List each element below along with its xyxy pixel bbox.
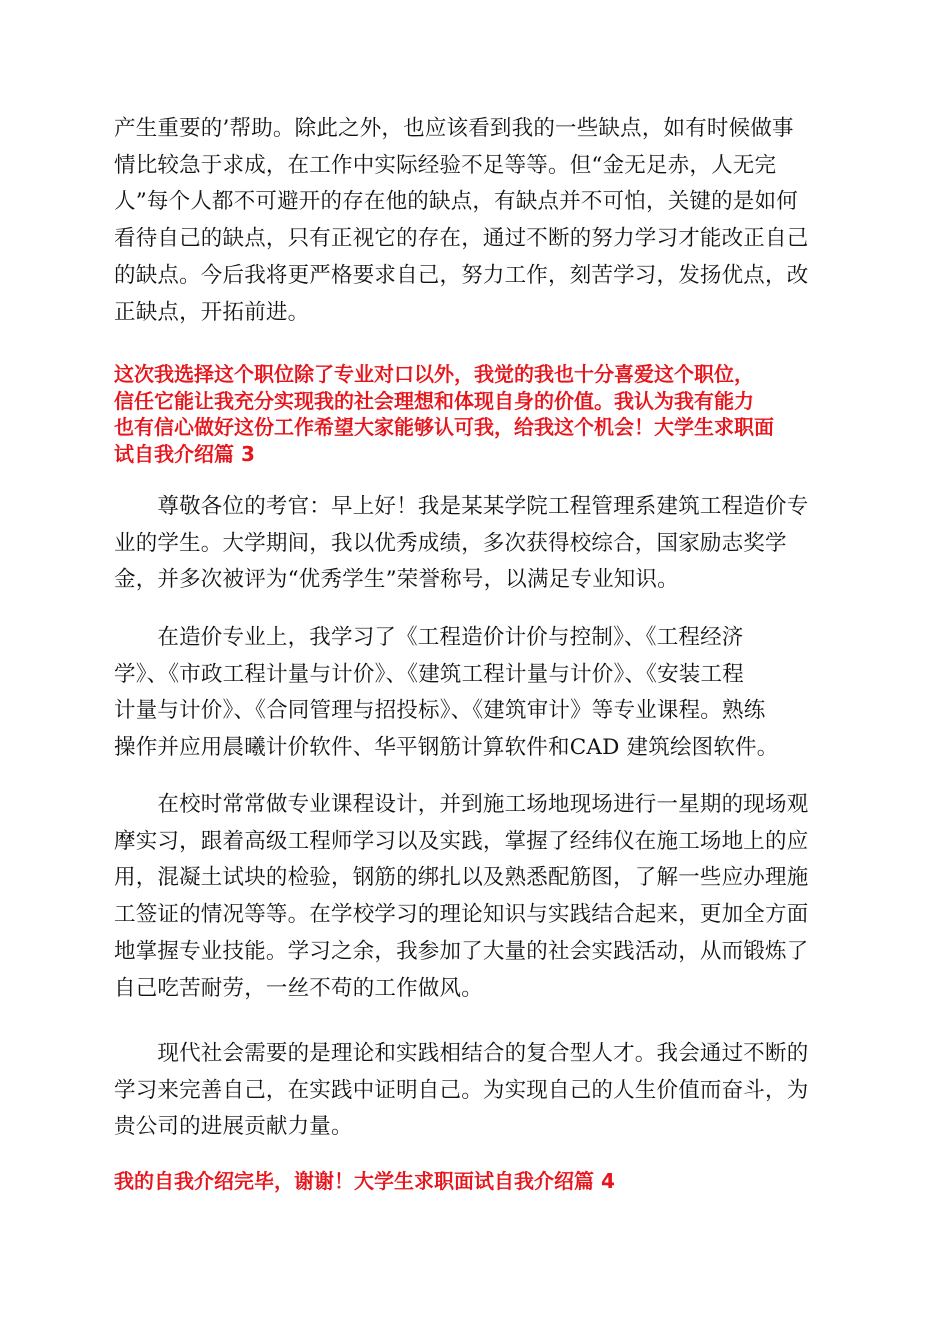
text-line: 看待自己的缺点，只有正视它的存在，通过不断的努力学习才能改正自己 <box>114 226 809 252</box>
text-line: 的缺点。今后我将更严格要求自己，努力工作，刻苦学习，发扬优点，改 <box>114 262 809 288</box>
text-line: 工签证的情况等等。在学校学习的理论知识与实践结合起来，更加全方面 <box>114 902 809 928</box>
text-line: 计量与计价》、《合同管理与招投标》、《建筑审计》等专业课程。熟练 <box>114 698 766 724</box>
text-line: 人”每个人都不可避开的存在他的缺点，有缺点并不可怕，关键的是如何 <box>114 189 798 215</box>
heading-line: 我的自我介绍完毕，谢谢！大学生求职面试自我介绍篇 4 <box>114 1169 615 1193</box>
text-line: 情比较急于求成，在工作中实际经验不足等等。但“金无足赤，人无完 <box>114 152 777 178</box>
text-line: 现代社会需要的是理论和实践相结合的复合型人才。我会通过不断的 <box>114 1041 809 1066</box>
text-line: 自己吃苦耐劳，一丝不苟的工作做风。 <box>114 975 483 1001</box>
text-line: 业的学生。大学期间，我以优秀成绩，多次获得校综合，国家励志奖学 <box>114 530 787 556</box>
text-line: 操作并应用晨曦计价软件、华平钢筋计算软件和CAD 建筑绘图软件。 <box>114 735 779 761</box>
text-line: 在造价专业上，我学习了《工程造价计价与控制》、《工程经济 <box>114 625 744 650</box>
section-heading-4 <box>114 1168 839 1195</box>
paragraph-conclusion <box>114 1036 834 1146</box>
section-heading-3 <box>114 361 839 467</box>
heading-line: 也有信心做好这份工作希望大家能够认可我，给我这个机会！大学生求职面 <box>114 415 774 439</box>
text-line: 尊敬各位的考官：早上好！我是某某学院工程管理系建筑工程造价专 <box>114 494 809 519</box>
text-line: 正缺点，开拓前进。 <box>114 299 310 325</box>
text-line: 金，并多次被评为“优秀学生”荣誉称号，以满足专业知识。 <box>114 567 679 593</box>
text-line: 地掌握专业技能。学习之余，我参加了大量的社会实践活动，从而锻炼了 <box>114 938 809 964</box>
paragraph-strengths-weaknesses <box>114 111 834 331</box>
paragraph-practice <box>114 787 834 1007</box>
paragraph-courses <box>114 620 834 767</box>
heading-line: 试自我介绍篇 3 <box>114 441 255 466</box>
text-line: 学》、《市政工程计量与计价》、《建筑工程计量与计价》、《安装工程 <box>114 661 744 687</box>
text-line: 摩实习，跟着高级工程师学习以及实践，掌握了经纬仪在施工场地上的应 <box>114 828 809 854</box>
text-line: 产生重要的’帮助。除此之外，也应该看到我的一些缺点，如有时候做事 <box>114 116 794 141</box>
text-line: 贵公司的进展贡献力量。 <box>114 1114 353 1140</box>
heading-line: 这次我选择这个职位除了专业对口以外，我觉的我也十分喜爱这个职位， <box>114 362 754 386</box>
heading-line: 信任它能让我充分实现我的社会理想和体现自身的价值。我认为我有能力 <box>114 388 754 413</box>
paragraph-greeting <box>114 489 834 599</box>
text-line: 学习来完善自己，在实践中证明自己。为实现自己的人生价值而奋斗，为 <box>114 1077 809 1103</box>
text-line: 用，混凝土试块的检验，钢筋的绑扎以及熟悉配筋图，了解一些应办理施 <box>114 865 809 891</box>
text-line: 在校时常常做专业课程设计，并到施工场地现场进行一星期的现场观 <box>114 792 809 817</box>
